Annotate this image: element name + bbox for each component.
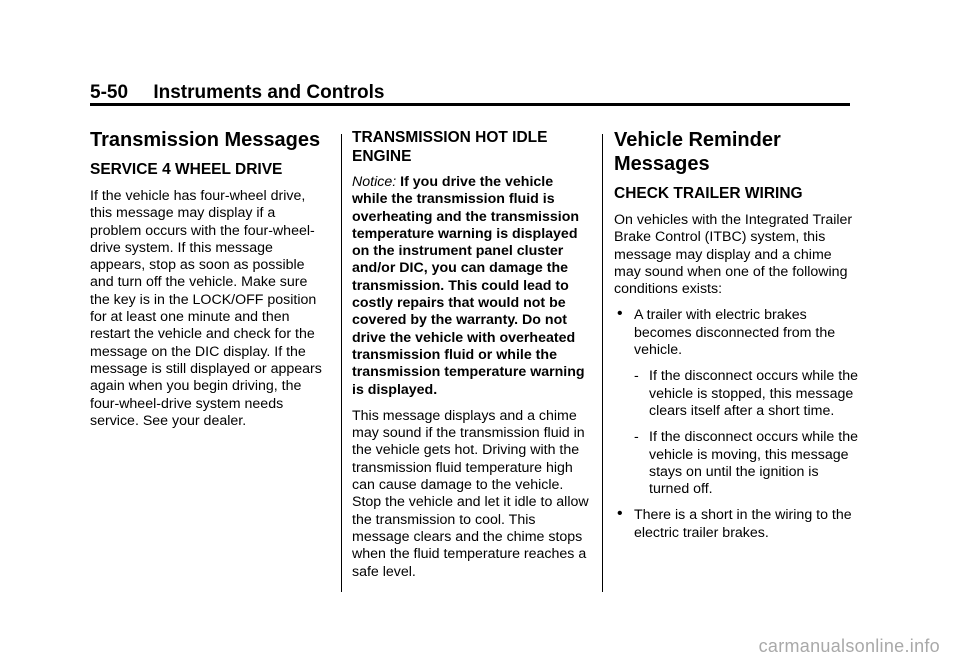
- sub-text: If the disconnect occurs while the vehicle is moving, this message stays on until the ignition is turned off.: [649, 429, 858, 498]
- service-4wd-subheading: SERVICE 4 WHEEL DRIVE: [90, 161, 283, 178]
- list-item: [634, 368, 859, 420]
- column-divider-1: [341, 134, 342, 592]
- column-1: [90, 128, 330, 439]
- column-2: [352, 128, 592, 590]
- conditions-list: [614, 307, 859, 542]
- section-title: Instruments and Controls: [153, 82, 385, 103]
- column-divider-2: [602, 134, 603, 592]
- dash-icon: -: [634, 368, 639, 385]
- service-4wd-body: If the vehicle has four-wheel drive, this message may display if a problem occurs with the four-wheel-drive system. If this message appears, stop as soon as possible and turn off the vehicle. Make sure the key is in the LOCK/OFF position for at least one minute and then restart the vehicle and check for the message on the DIC display. If the message is still displayed or appears again when you begin driving, the four-wheel-drive system needs service. See your dealer.: [90, 188, 322, 429]
- notice-label: Notice:: [352, 174, 397, 190]
- watermark: carmanualsonline.info: [758, 636, 940, 656]
- notice-paragraph: [352, 174, 592, 399]
- list-item: [634, 429, 859, 498]
- column-3: [614, 128, 859, 551]
- bullet-text: There is a short in the wiring to the electric trailer brakes.: [634, 507, 852, 541]
- dash-icon: -: [634, 429, 639, 446]
- list-item: [614, 307, 859, 498]
- vehicle-reminder-heading: Vehicle Reminder Messages: [614, 129, 781, 175]
- bullet-icon: •: [617, 505, 623, 523]
- list-item: [614, 507, 859, 542]
- page-number: 5-50: [90, 82, 129, 103]
- sub-text: If the disconnect occurs while the vehicle is stopped, this message clears itself after a short time.: [649, 368, 858, 419]
- transmission-hot-body: This message displays and a chime may sound if the transmission fluid in the vehicle gets hot. Driving with the transmission fluid temperature high can cause damage to the vehicle. Stop the vehicle and let it idle to allow the transmission to cool. This message clears and the chime stops when the fluid temperature reaches a safe level.: [352, 407, 589, 580]
- bullet-icon: •: [617, 305, 623, 323]
- notice-text: If you drive the vehicle while the transmission fluid is overheating and the transmission temperature warning is displayed on the instrument panel cluster and/or DIC, you can damage the transmission. This could lead to costly repairs that would not be covered by the warranty. Do not drive the vehicle with overheated transmission fluid or while the transmission temperature warning is displayed.: [352, 174, 585, 398]
- sub-conditions-list: [634, 368, 859, 498]
- check-trailer-wiring-subheading: CHECK TRAILER WIRING: [614, 185, 803, 202]
- bullet-text: A trailer with electric brakes becomes disconnected from the vehicle.: [634, 307, 836, 359]
- header-rule: [90, 103, 850, 106]
- transmission-hot-idle-subheading: TRANSMISSION HOT IDLE ENGINE: [352, 129, 548, 165]
- transmission-messages-heading: Transmission Messages: [90, 129, 321, 151]
- trailer-wiring-intro: On vehicles with the Integrated Trailer Brake Control (ITBC) system, this message may display and a chime may sound when one of the following conditions exists:: [614, 212, 853, 298]
